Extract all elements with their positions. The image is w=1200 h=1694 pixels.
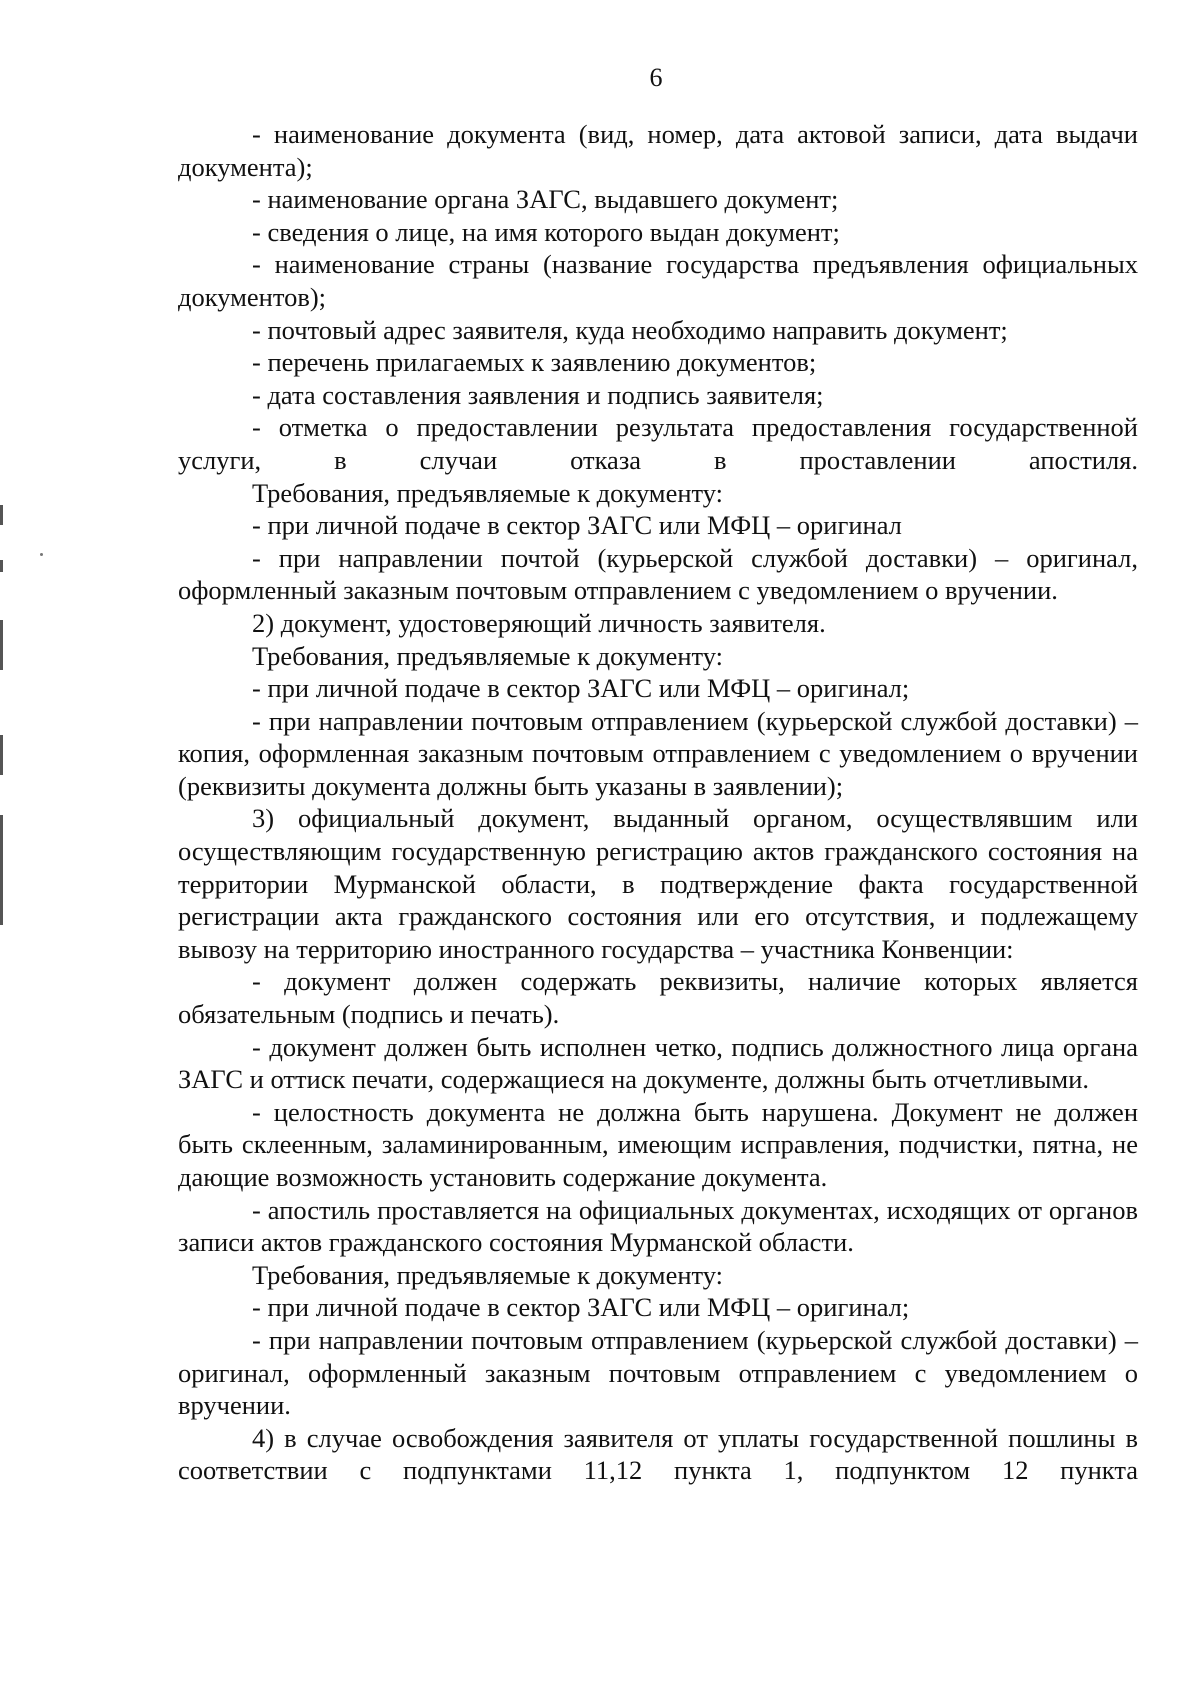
paragraph: Требования, предъявляемые к документу: bbox=[252, 640, 724, 671]
scan-edge-mark bbox=[0, 815, 3, 925]
paragraph: - наименование документа (вид, номер, дата актовой записи, дата выдачи документа); bbox=[178, 119, 1138, 182]
paragraph: - апостиль проставляется на официальных документах, исходящих от органов записи актов гражданского состояния Мурманской области. bbox=[178, 1194, 1138, 1258]
paragraph: - документ должен содержать реквизиты, наличие которых является обязательным (подпись и печать). bbox=[178, 966, 1138, 1030]
scan-speck bbox=[40, 553, 43, 556]
paragraph: - при направлении почтой (курьерской службой доставки) – оригинал, оформленный заказным почтовым отправлением с уведомлением о вручении. bbox=[178, 542, 1138, 606]
paragraph: - при личной подаче в сектор ЗАГС или МФЦ – оригинал bbox=[252, 510, 902, 541]
paragraph: Требования, предъявляемые к документу: bbox=[252, 1259, 724, 1290]
paragraph: - целостность документа не должна быть нарушена. Документ не должен быть склеенным, заламинированным, имеющим исправления, подчистки, пятна, не дающие возможность установить содержание документа. bbox=[178, 1096, 1138, 1192]
paragraph: - при личной подаче в сектор ЗАГС или МФЦ – оригинал; bbox=[252, 673, 910, 704]
paragraph: - дата составления заявления и подпись заявителя; bbox=[252, 379, 824, 410]
page-number: 6 bbox=[649, 63, 663, 92]
paragraph: 4) в случае освобождения заявителя от уплаты государственной пошлины в соответствии с подпунктами 11,12 пункта 1, подпунктом 12 пункта bbox=[178, 1422, 1138, 1486]
paragraph: - почтовый адрес заявителя, куда необходимо направить документ; bbox=[252, 314, 1008, 345]
paragraph: 2) документ, удостоверяющий личность заявителя. bbox=[252, 607, 826, 638]
paragraph: - наименование страны (название государства предъявления официальных документов); bbox=[178, 249, 1138, 312]
paragraph: - документ должен быть исполнен четко, подпись должностного лица органа ЗАГС и оттиск печати, содержащиеся на документе, должны быть отчетливыми. bbox=[178, 1031, 1138, 1095]
paragraph: - перечень прилагаемых к заявлению документов; bbox=[252, 347, 817, 378]
paragraph: - отметка о предоставлении результата предоставления государственной услуги, в случаи отказа в проставлении апостиля. bbox=[178, 412, 1138, 475]
scan-edge-mark bbox=[0, 560, 3, 572]
scan-edge-mark bbox=[0, 505, 3, 525]
paragraph: - при направлении почтовым отправлением (курьерской службой доставки) – копия, оформленная заказным почтовым отправлением с уведомлением о вручении (реквизиты документа должны быть указаны в заявлении); bbox=[178, 705, 1138, 801]
paragraph: 3) официальный документ, выданный органом, осуществлявшим или осуществляющим государственную регистрацию актов гражданского состояния на территории Мурманской области, в подтверждение факта государственной регистрации акта гражданского состояния или его отсутствия, и подлежащему вывозу на территорию иностранного государства – участника Конвенции: bbox=[178, 803, 1138, 964]
document-body bbox=[178, 118, 1138, 1487]
paragraph: - сведения о лице, на имя которого выдан документ; bbox=[252, 216, 840, 247]
paragraph: - наименование органа ЗАГС, выдавшего документ; bbox=[252, 184, 839, 215]
paragraph: Требования, предъявляемые к документу: bbox=[252, 477, 724, 508]
scan-edge-mark bbox=[0, 620, 3, 670]
paragraph: - при направлении почтовым отправлением (курьерской службой доставки) – оригинал, оформленный заказным почтовым отправлением с уведомлением о вручении. bbox=[178, 1324, 1138, 1421]
scan-edge-mark bbox=[0, 735, 3, 775]
paragraph: - при личной подаче в сектор ЗАГС или МФЦ – оригинал; bbox=[252, 1292, 910, 1323]
